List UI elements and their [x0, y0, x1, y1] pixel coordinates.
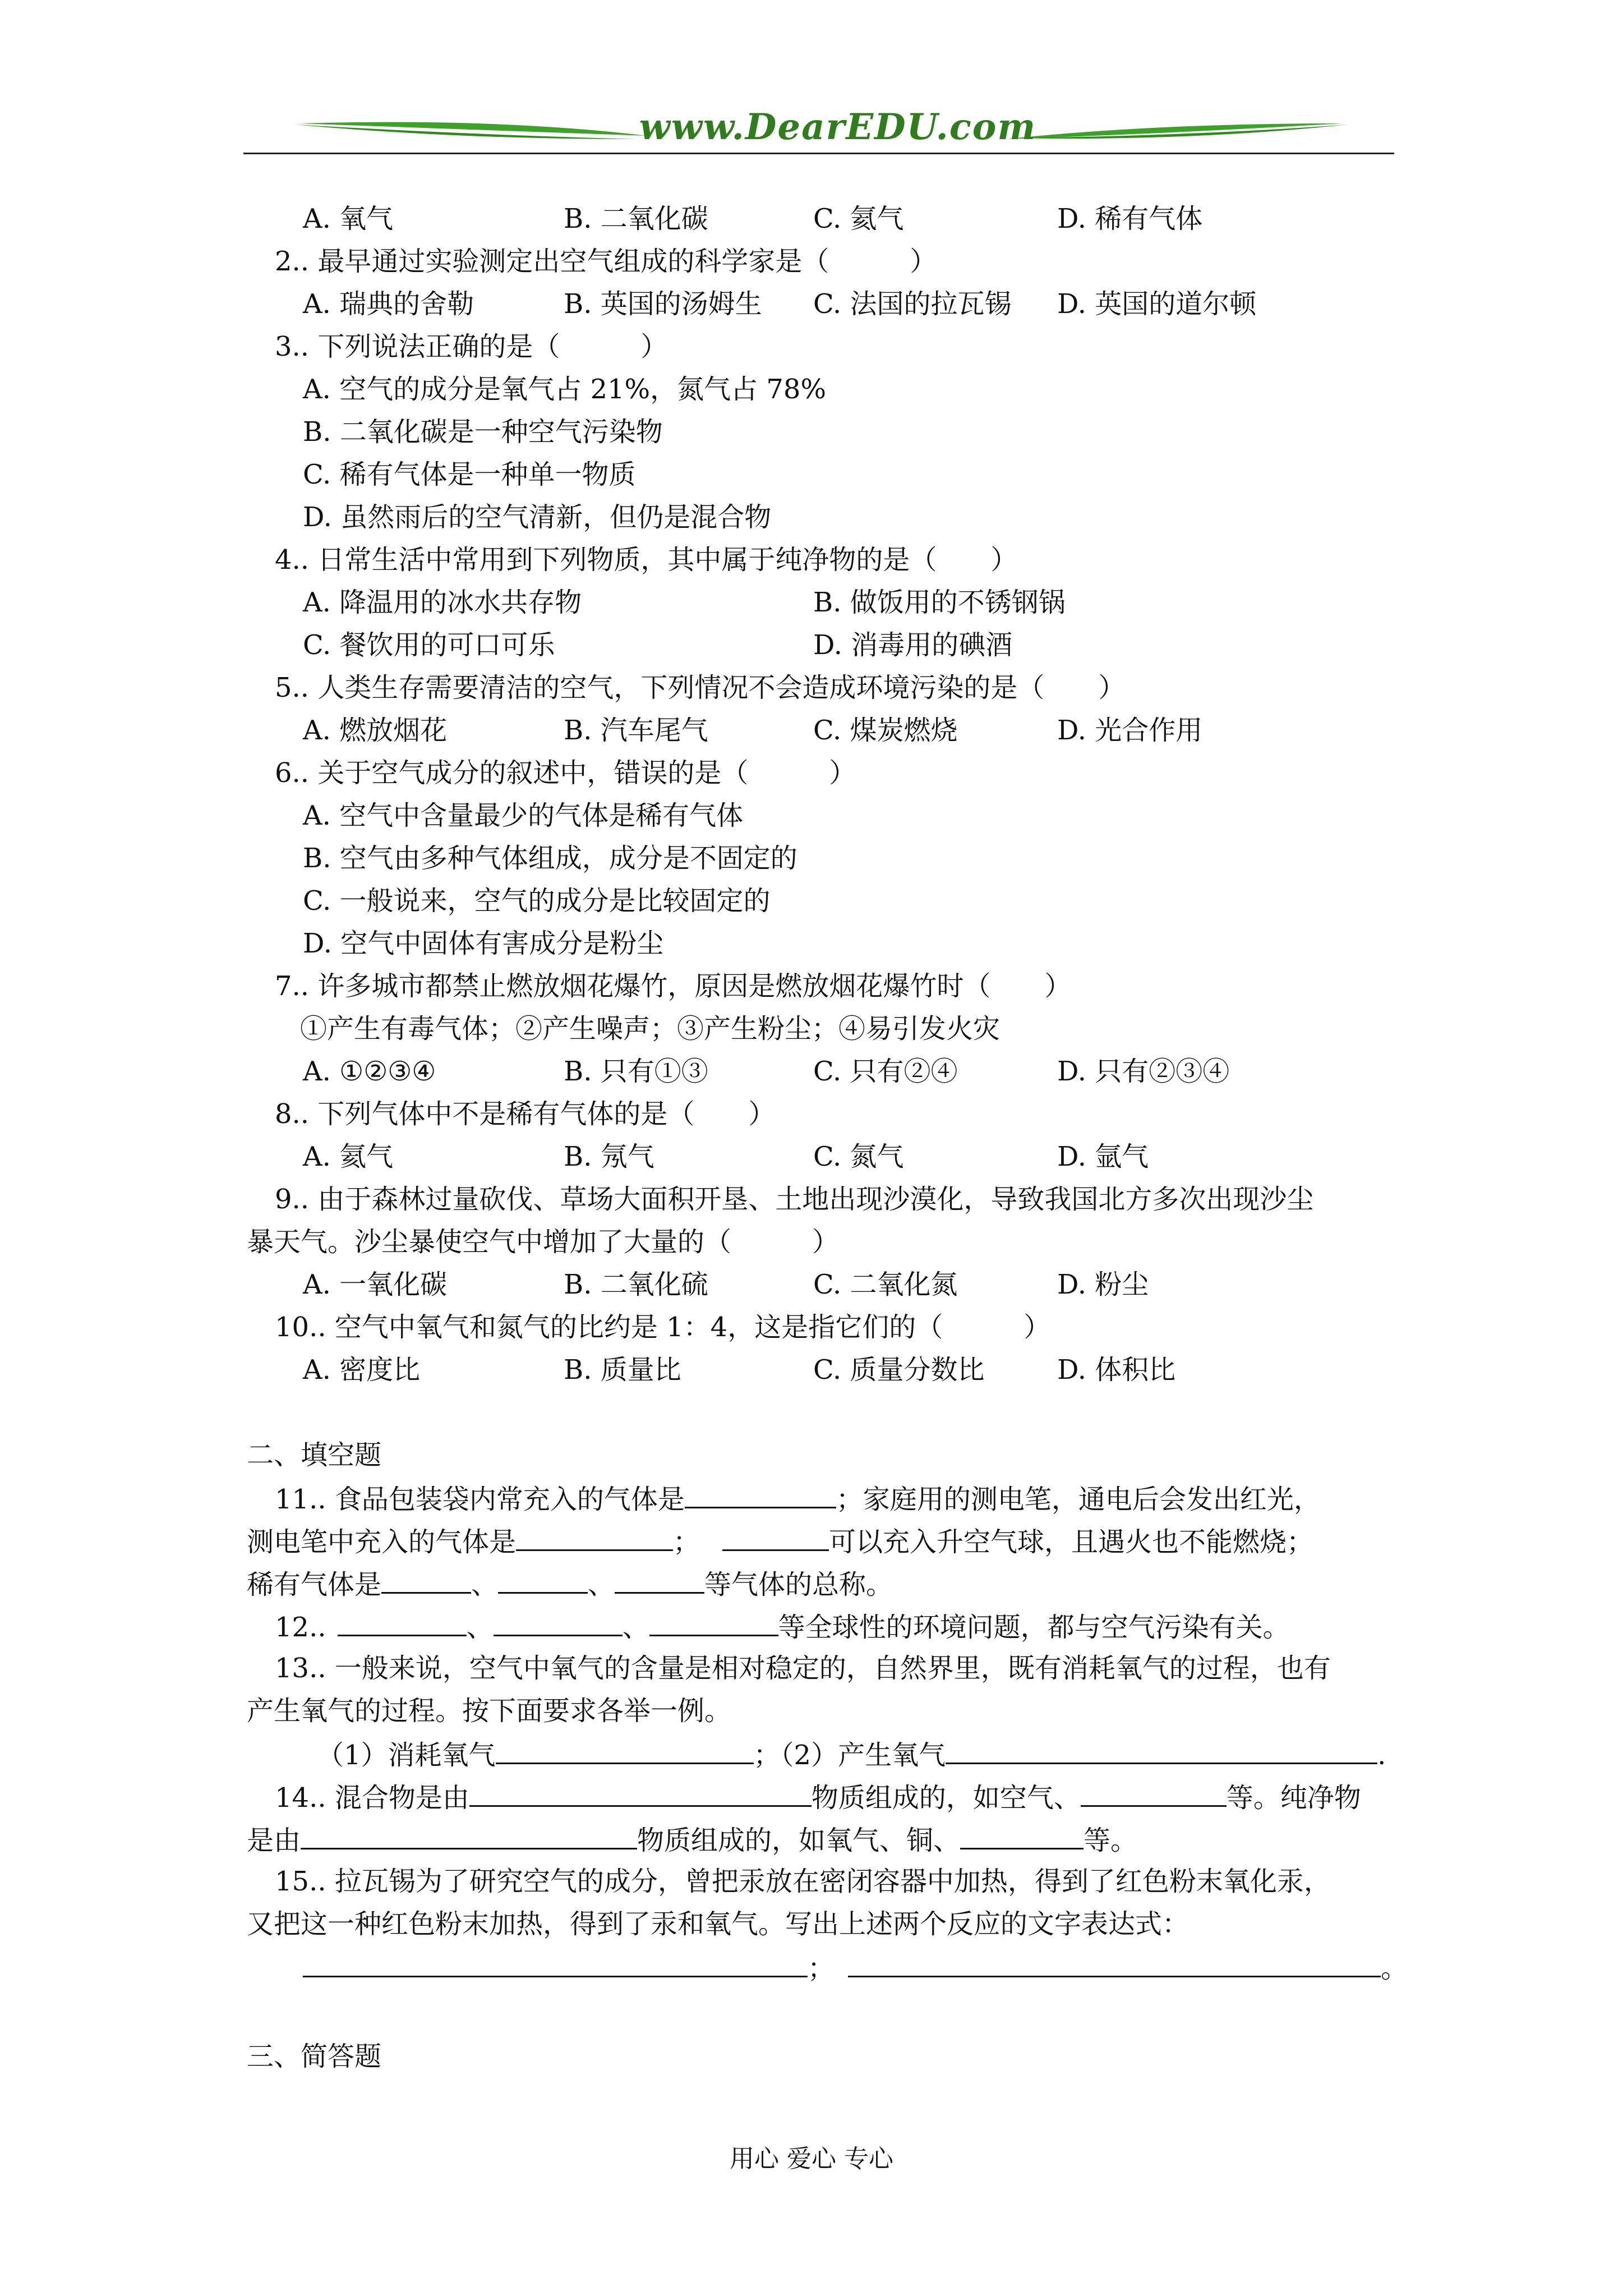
answer-blank[interactable]: [498, 1566, 588, 1594]
option-a: A. 一氧化碳: [303, 1269, 448, 1300]
q14-text: 14.. 混合物是由: [275, 1782, 469, 1814]
answer-blank[interactable]: [649, 1609, 778, 1636]
q11-line-1: [275, 1481, 1321, 1516]
option-a: A. 空气的成分是氧气占 21%，氮气占 78%: [303, 374, 827, 405]
option-c: C. 餐饮用的可口可乐: [303, 629, 555, 661]
answer-blank[interactable]: [1081, 1779, 1227, 1807]
q15-line-2: 又把这一种红色粉末加热，得到了汞和氧气。写出上述两个反应的文字表达式：: [247, 1908, 1189, 1940]
option-d: D. 氩气: [1057, 1141, 1149, 1172]
option-a: A. 氧气: [303, 203, 394, 234]
option-b: B. 氖气: [564, 1141, 654, 1172]
q10-options: [0, 1353, 1623, 1387]
option-b: B. 二氧化碳: [564, 203, 708, 234]
site-name[interactable]: www.DearEDU.com: [639, 106, 1037, 148]
option-c: C. 质量分数比: [813, 1354, 985, 1386]
option-b: B. 质量比: [564, 1354, 681, 1386]
q15-line-1: 15.. 拉瓦锡为了研究空气的成分，曾把汞放在密闭容器中加热，得到了红色粉末氧化汞，: [275, 1866, 1331, 1897]
option-d: D. 虽然雨后的空气清新，但仍是混合物: [303, 501, 772, 533]
answer-blank[interactable]: [848, 1950, 1381, 1977]
q5-options: [0, 714, 1623, 747]
q13-text: .: [1377, 1740, 1386, 1771]
q14-text: 等。纯净物: [1226, 1782, 1361, 1814]
option-a: A. 燃放烟花: [303, 715, 448, 746]
option-d: D. 英国的道尔顿: [1057, 288, 1257, 320]
option-c: C. 二氧化氮: [813, 1269, 958, 1300]
q13-line-1: 13.. 一般来说，空气中氧气的含量是相对稳定的，自然界里，既有消耗氧气的过程，也有: [275, 1653, 1331, 1684]
option-a: A. 瑞典的舍勒: [303, 288, 474, 320]
answer-blank[interactable]: [516, 1524, 673, 1551]
option-c: C. 法国的拉瓦锡: [813, 288, 1012, 320]
option-d: D. 消毒用的碘酒: [813, 629, 1013, 661]
site-header: [243, 107, 1394, 157]
option-b: B. 做饭用的不锈钢锅: [813, 587, 1066, 618]
q11-text: 11.. 食品包装袋内常充入的气体是: [275, 1484, 685, 1515]
option-a: A. 空气中含量最少的气体是稀有气体: [303, 800, 744, 831]
question-stem: 5.. 人类生存需要清洁的空气，下列情况不会造成环境污染的是（ ）: [275, 672, 1126, 703]
q11-line-3: [247, 1566, 893, 1602]
q15-line-3: [303, 1950, 1408, 1985]
question-stem: 3.. 下列说法正确的是（ ）: [275, 331, 668, 362]
option-c: C. 氦气: [813, 203, 904, 234]
question-stem: 7.. 许多城市都禁止燃放烟花爆竹，原因是燃放烟花爆竹时（ ）: [275, 970, 1072, 1002]
option-b: B. 空气由多种气体组成，成分是不固定的: [303, 843, 797, 874]
option-b: B. 汽车尾气: [564, 715, 708, 746]
option-a: A. 氦气: [303, 1141, 394, 1172]
option-c: C. 只有②④: [813, 1056, 958, 1087]
answer-blank[interactable]: [494, 1609, 623, 1636]
q11-line-2: [247, 1524, 1313, 1559]
option-c: C. 煤炭燃烧: [813, 715, 958, 746]
separator: 、: [588, 1569, 615, 1600]
question-stem: 2.. 最早通过实验测定出空气组成的科学家是（ ）: [275, 246, 937, 277]
answer-blank[interactable]: [685, 1481, 836, 1508]
q11-text: 稀有气体是: [247, 1569, 382, 1600]
header-divider: [243, 153, 1394, 154]
q12-text: 12..: [275, 1612, 326, 1643]
separator: 、: [471, 1569, 499, 1600]
separator: 、: [622, 1612, 649, 1643]
q14-text: 等。: [1083, 1825, 1138, 1856]
q15-text: 。: [1381, 1953, 1408, 1984]
q11-text: ；: [673, 1526, 700, 1558]
separator: ；: [808, 1953, 835, 1984]
page-footer: 用心 爱心 专心: [730, 2145, 893, 2173]
answer-blank[interactable]: [381, 1566, 471, 1594]
q7-options: [0, 1055, 1623, 1088]
question-stem: 6.. 关于空气成分的叙述中，错误的是（ ）: [275, 757, 856, 789]
option-d: D. 光合作用: [1057, 715, 1203, 746]
q14-line-1: [275, 1779, 1361, 1815]
q14-text: 是由: [247, 1825, 301, 1856]
option-c: C. 稀有气体是一种单一物质: [303, 459, 636, 490]
q14-line-2: [247, 1822, 1137, 1857]
option-b: B. 二氧化碳是一种空气污染物: [303, 416, 663, 448]
q11-text: 测电笔中充入的气体是: [247, 1526, 517, 1558]
option-d: D. 只有②③④: [1057, 1056, 1230, 1087]
question-stem: 10.. 空气中氧气和氮气的比约是 1：4，这是指它们的（ ）: [275, 1312, 1051, 1343]
q14-text: 物质组成的，如氧气、铜、: [637, 1825, 961, 1856]
answer-blank[interactable]: [469, 1779, 811, 1807]
q11-text: 等气体的总称。: [704, 1569, 893, 1600]
q13-line-2: 产生氧气的过程。按下面要求各举一例。: [247, 1695, 732, 1727]
option-d: D. 体积比: [1057, 1354, 1176, 1386]
answer-blank[interactable]: [722, 1524, 829, 1551]
option-d: D. 粉尘: [1057, 1269, 1149, 1300]
q1-options: [0, 202, 1623, 236]
q13-text: （1）消耗氧气: [317, 1740, 496, 1771]
q9-options: [0, 1268, 1623, 1301]
option-b: B. 只有①③: [564, 1056, 708, 1087]
q13-text: ；（2）产生氧气: [753, 1740, 946, 1771]
question-stem-continued: 暴天气。沙尘暴使空气中增加了大量的（ ）: [247, 1226, 840, 1258]
section-heading: 三、简答题: [247, 2041, 382, 2072]
question-stem: 4.. 日常生活中常用到下列物质，其中属于纯净物的是（ ）: [275, 544, 1018, 576]
option-a: A. 降温用的冰水共存物: [303, 587, 582, 618]
question-stem: 9.. 由于森林过量砍伐、草场大面积开垦、土地出现沙漠化，导致我国北方多次出现沙尘: [275, 1184, 1314, 1215]
section-heading: 二、填空题: [247, 1439, 382, 1471]
answer-blank[interactable]: [615, 1566, 704, 1594]
option-a: A. 密度比: [303, 1354, 421, 1386]
option-b: B. 二氧化硫: [564, 1269, 708, 1300]
option-b: B. 英国的汤姆生: [564, 288, 762, 320]
separator: 、: [466, 1612, 494, 1643]
q12-line: [275, 1609, 1290, 1644]
answer-blank[interactable]: [338, 1609, 467, 1636]
q12-text: 等全球性的环境问题，都与空气污染有关。: [778, 1612, 1290, 1643]
q11-text: 可以充入升空气球，且遇火也不能燃烧；: [829, 1526, 1314, 1558]
q11-text: ；家庭用的测电笔，通电后会发出红光，: [836, 1484, 1321, 1515]
question-sub-statement: ①产生有毒气体；②产生噪声；③产生粉尘；④易引发火灾: [300, 1013, 1000, 1045]
option-c: C. 一般说来，空气的成分是比较固定的: [303, 885, 771, 917]
question-stem: 8.. 下列气体中不是稀有气体的是（ ）: [275, 1098, 776, 1130]
answer-blank[interactable]: [946, 1737, 1377, 1764]
q13-line-3: [317, 1737, 1386, 1772]
q14-text: 物质组成的，如空气、: [811, 1782, 1081, 1814]
answer-blank[interactable]: [496, 1737, 754, 1764]
option-d: D. 稀有气体: [1057, 203, 1203, 234]
q8-options: [0, 1140, 1623, 1174]
option-d: D. 空气中固体有害成分是粉尘: [303, 928, 664, 959]
option-c: C. 氮气: [813, 1141, 904, 1172]
answer-blank[interactable]: [303, 1950, 808, 1977]
answer-blank[interactable]: [960, 1822, 1083, 1849]
q2-options: [0, 287, 1623, 321]
option-a: A. ①②③④: [303, 1056, 436, 1087]
answer-blank[interactable]: [301, 1822, 637, 1849]
